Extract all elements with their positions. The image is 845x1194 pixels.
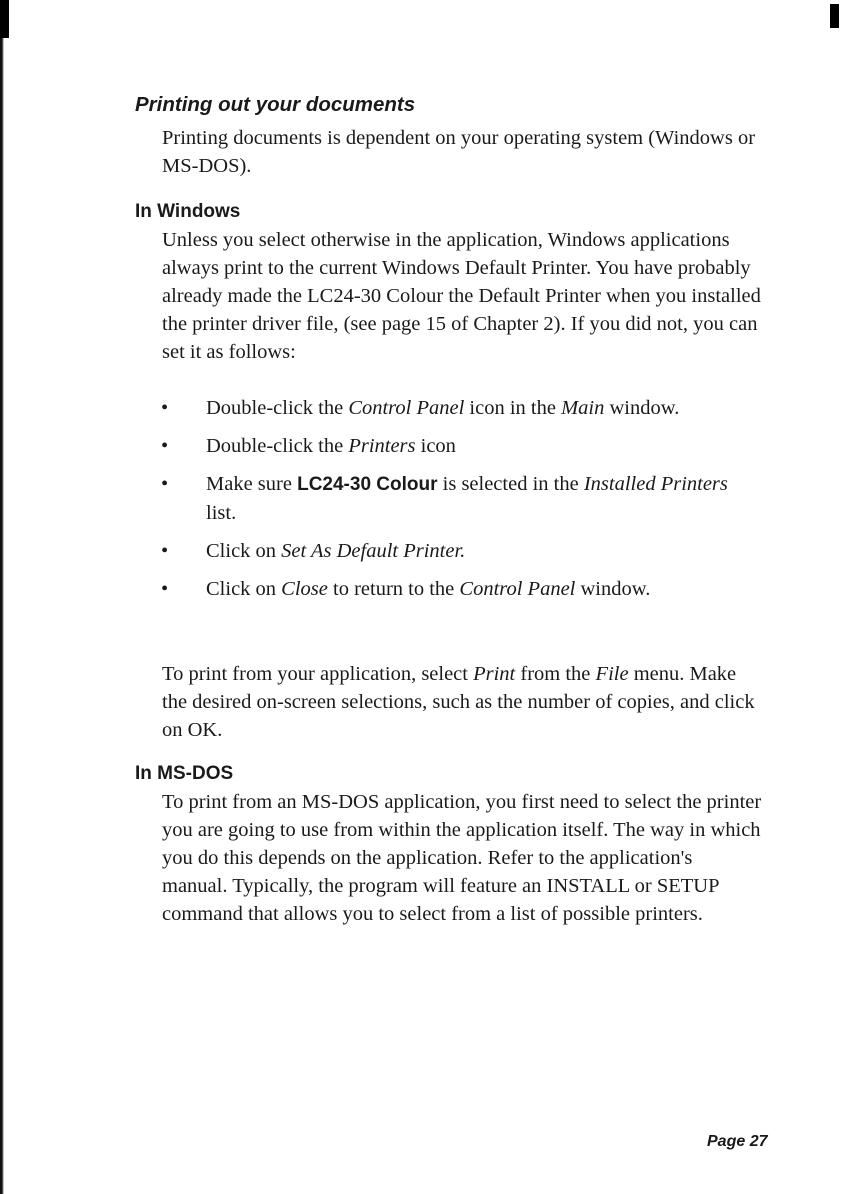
list-item: • Make sure LC24-30 Colour is selected in the Installed Printers list. (162, 470, 762, 527)
msdos-paragraph: To print from an MS-DOS application, you first need to select the printer you are going to use from within the application itself. The way in which you do this depends on the application. Refer to the application's manual. Typically, the program will feature an INSTALL or SETUP command that allows you to select from a list of possible printers. (162, 791, 762, 925)
bullet-icon: • (161, 473, 169, 495)
bullet-icon: • (161, 578, 169, 600)
page-title: Printing out your documents (135, 93, 416, 116)
bullet-icon: • (161, 540, 169, 562)
windows-steps-list (162, 394, 762, 613)
windows-closing-paragraph: To print from your application, select Print from the File menu. Make the desired on-screen selections, such as the number of copies, and click on OK. (162, 663, 755, 741)
list-item: • Click on Set As Default Printer. (162, 537, 762, 565)
msdos-heading: In MS-DOS (135, 763, 234, 784)
bullet-icon: • (161, 435, 169, 457)
page-number: Page 27 (707, 1133, 768, 1150)
windows-heading: In Windows (135, 201, 241, 222)
list-item: • Click on Close to return to the Control Panel window. (162, 575, 762, 603)
list-item: • Double-click the Printers icon (162, 432, 762, 460)
windows-paragraph: Unless you select otherwise in the application, Windows applications always print to the current Windows Default Printer. You have probably already made the LC24-30 Colour the Default Printer when you installed the printer driver file, (see page 15 of Chapter 2). If you did not, you can set it as follows: (162, 229, 761, 363)
bullet-icon: • (161, 397, 169, 419)
intro-paragraph: Printing documents is dependent on your operating system (Windows or MS-DOS). (162, 127, 756, 177)
list-item: • Double-click the Control Panel icon in the Main window. (162, 394, 762, 422)
